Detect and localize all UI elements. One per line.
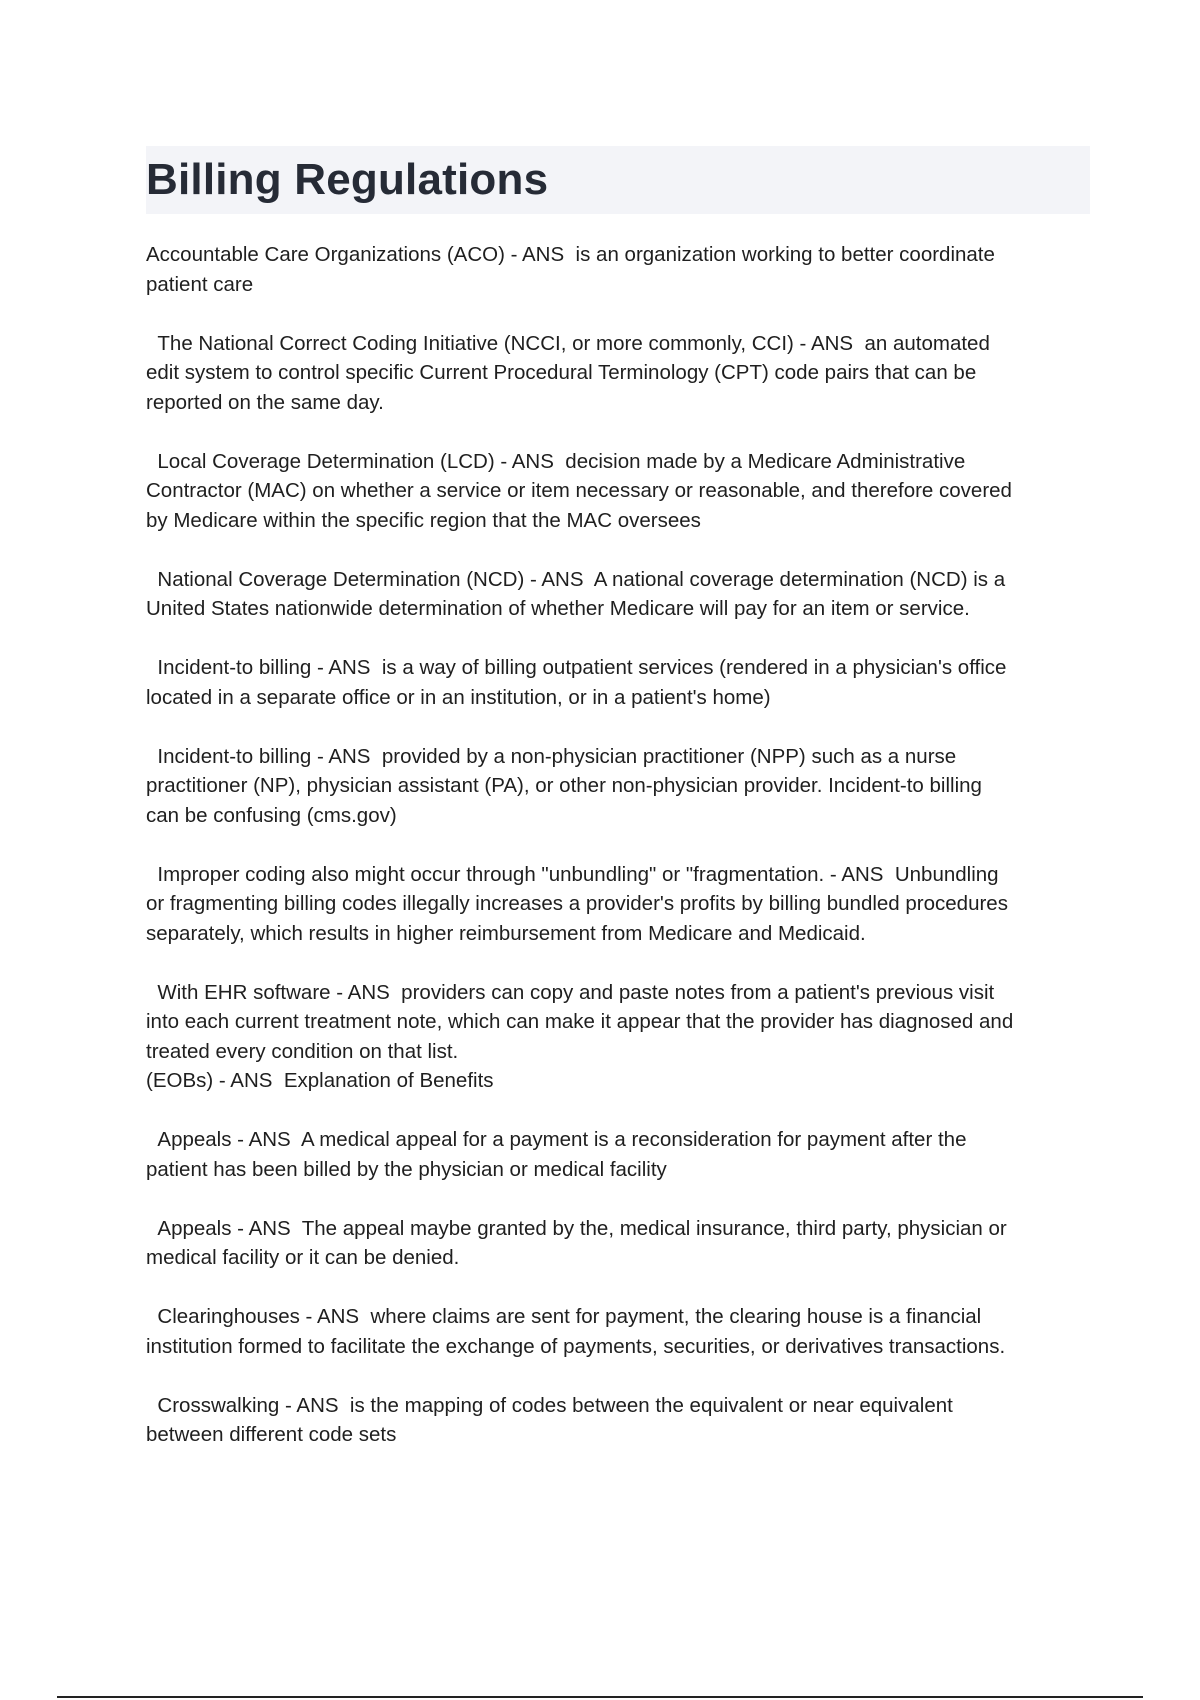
entry-ncd: National Coverage Determination (NCD) - ANS A national coverage determination (NCD) is a United States nationwide determination of whether Medicare will pay for an item or service.: [146, 567, 1006, 620]
entry-clearinghouses: Clearinghouses - ANS where claims are sent for payment, the clearing house is a financial institution formed to facilitate the exchange of payments, securities, or derivatives transactions.: [146, 1305, 1006, 1358]
entry-crosswalking: Crosswalking - ANS is the mapping of codes between the equivalent or near equivalent between different code sets: [146, 1393, 953, 1446]
entry-list: [146, 240, 1090, 1450]
entry-incident-to-2: Incident-to billing - ANS provided by a non-physician practitioner (NPP) such as a nurse practitioner (NP), physician assistant (PA), or other non-physician provider. Incident-to billing can be confusing (cms.gov): [146, 744, 982, 827]
entry-unbundling: Improper coding also might occur through "unbundling" or "fragmentation. - ANS Unbundling or fragmenting billing codes illegally increases a provider's profits by billing bundled procedures separately, which results in higher reimbursement from Medicare and Medicaid.: [146, 862, 1008, 945]
entry-incident-to-1: Incident-to billing - ANS is a way of billing outpatient services (rendered in a physician's office located in a separate office or in an institution, or in a patient's home): [146, 656, 1007, 709]
page-title: Billing Regulations: [146, 155, 549, 204]
document-page: [146, 146, 1090, 1479]
footer-divider: [57, 1696, 1143, 1698]
title-banner: [146, 146, 1090, 214]
entry-appeals-1: Appeals - ANS A medical appeal for a payment is a reconsideration for payment after the patient has been billed by the physician or medical facility: [146, 1128, 967, 1181]
entry-lcd: Local Coverage Determination (LCD) - ANS decision made by a Medicare Administrative Contractor (MAC) on whether a service or item necessary or reasonable, and therefore covered by Medicare within the specific region that the MAC oversees: [146, 449, 1012, 532]
entry-aco: Accountable Care Organizations (ACO) - ANS is an organization working to better coordinate patient care: [146, 243, 995, 296]
entry-ncci: The National Correct Coding Initiative (NCCI, or more commonly, CCI) - ANS an automated edit system to control specific Current Procedural Terminology (CPT) code pairs that can be reported on the same day.: [146, 331, 990, 414]
entry-appeals-2: Appeals - ANS The appeal maybe granted by the, medical insurance, third party, physician or medical facility or it can be denied.: [146, 1216, 1007, 1269]
entry-ehr-software: With EHR software - ANS providers can copy and paste notes from a patient's previous visit into each current treatment note, which can make it appear that the provider has diagnosed and treated every condition on that list. (EOBs) - ANS Explanation of Benefits: [146, 980, 1014, 1092]
